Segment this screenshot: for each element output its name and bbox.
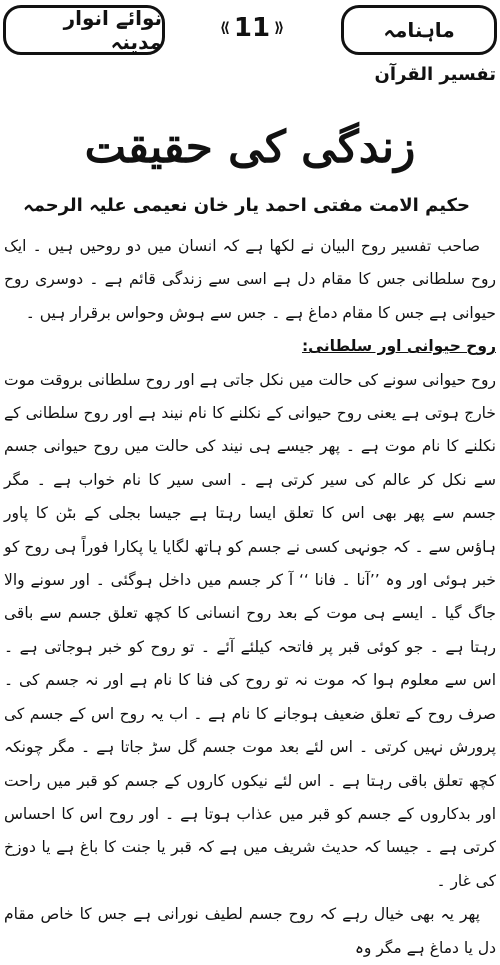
page-number-box xyxy=(211,11,293,45)
article-title: زندگی کی حقیقت xyxy=(84,122,416,173)
subheading xyxy=(4,330,496,363)
main-paragraph: روح حیوانی سونے کی حالت میں نکل جاتی ہے اور روح سلطانی بروقت موت خارج ہوتی ہے یعنی روح حیوانی کے نکلنے کا نام نیند ہے اور روح سلطانی کے نکلنے کا نام موت ہے ۔ پھر جیسے ہی نیند کی حالت میں روح حیوانی جسم سے نکل کر عالم کی سیر کرتی ہے ۔ اسی سیر کا نام خواب ہے ۔ مگر جسم سے پھر بھی اس کا تعلق ایسا رہتا ہے جیسا بجلی کے بٹن کا پاور ہاؤس سے ۔ کہ جونہی کسی نے جسم کو ہاتھ لگایا یا پکارا فوراً ہی روح کو خبر ہوئی اور وہ ’’آنا ۔ فانا ‘‘ آ کر جسم میں داخل ہوگئی ۔ اور سونے والا جاگ گیا ۔ ایسے ہی موت کے بعد روح انسانی کا کچھ تعلق جسم سے باقی رہتا ہے ۔ جو کوئی قبر پر فاتحہ کیلئے آئے ۔ تو روح کو خبر ہوجاتی ہے ۔ اس سے معلوم ہوا کہ موت نہ تو روح کی فنا کا نام ہے اور نہ جسم کی ۔ صرف روح کے تعلق ضعیف ہوجانے کا نام ہے ۔ اب یہ روح اس کے جسم کی پرورش نہیں کرتی ۔ اس لئے بعد موت جسم گل سڑ جاتا ہے ۔ مگر چونکہ کچھ تعلق باقی رہتا ہے ۔ اس لئے نیکوں کاروں کے جسم کو قبر میں راحت اور بدکاروں کے جسم کو قبر میں عذاب ہوتا ہے ۔ اور روح اس کا احساس کرتی ہے ۔ جیسا کہ حدیث شریف میں ہے کہ قبر یا جنت کا باغ ہے یا دوزخ کی غار ۔ xyxy=(4,370,496,890)
intro-paragraph: صاحب تفسیر روح البیان نے لکھا ہے کہ انسان میں دو روحیں ہیں ۔ ایک روح سلطانی جس کا مقام دل ہے اسی سے زندگی قائم ہے ۔ دوسری روح حیوانی ہے جس کا مقام دماغ ہے ۔ جس سے ہوش وحواس برقرار ہیں ۔ xyxy=(4,237,496,322)
article-body xyxy=(4,230,496,965)
ornament-icon: ⟫ xyxy=(274,20,285,36)
magazine-name-box xyxy=(3,5,165,55)
author-line: حکیم الامت مفتی احمد یار خان نعیمی علیہ الرحمہ xyxy=(23,195,470,216)
monthly-label: ماہنامہ xyxy=(383,18,455,42)
subheading-text: روح حیوانی اور سلطانی: xyxy=(301,337,496,356)
ornament-icon: ⟪ xyxy=(219,20,230,36)
last-paragraph: پھر یہ بھی خیال رہے کہ روح جسم لطیف نورانی ہے جس کا خاص مقام دل یا دماغ ہے مگر وہ xyxy=(4,905,496,957)
page-header xyxy=(3,5,497,59)
section-label: تفسیر القرآن xyxy=(374,64,496,85)
magazine-name: نوائے انوار مدینہ xyxy=(63,6,162,54)
page-number: 11 xyxy=(233,13,271,43)
monthly-label-box xyxy=(341,5,497,55)
